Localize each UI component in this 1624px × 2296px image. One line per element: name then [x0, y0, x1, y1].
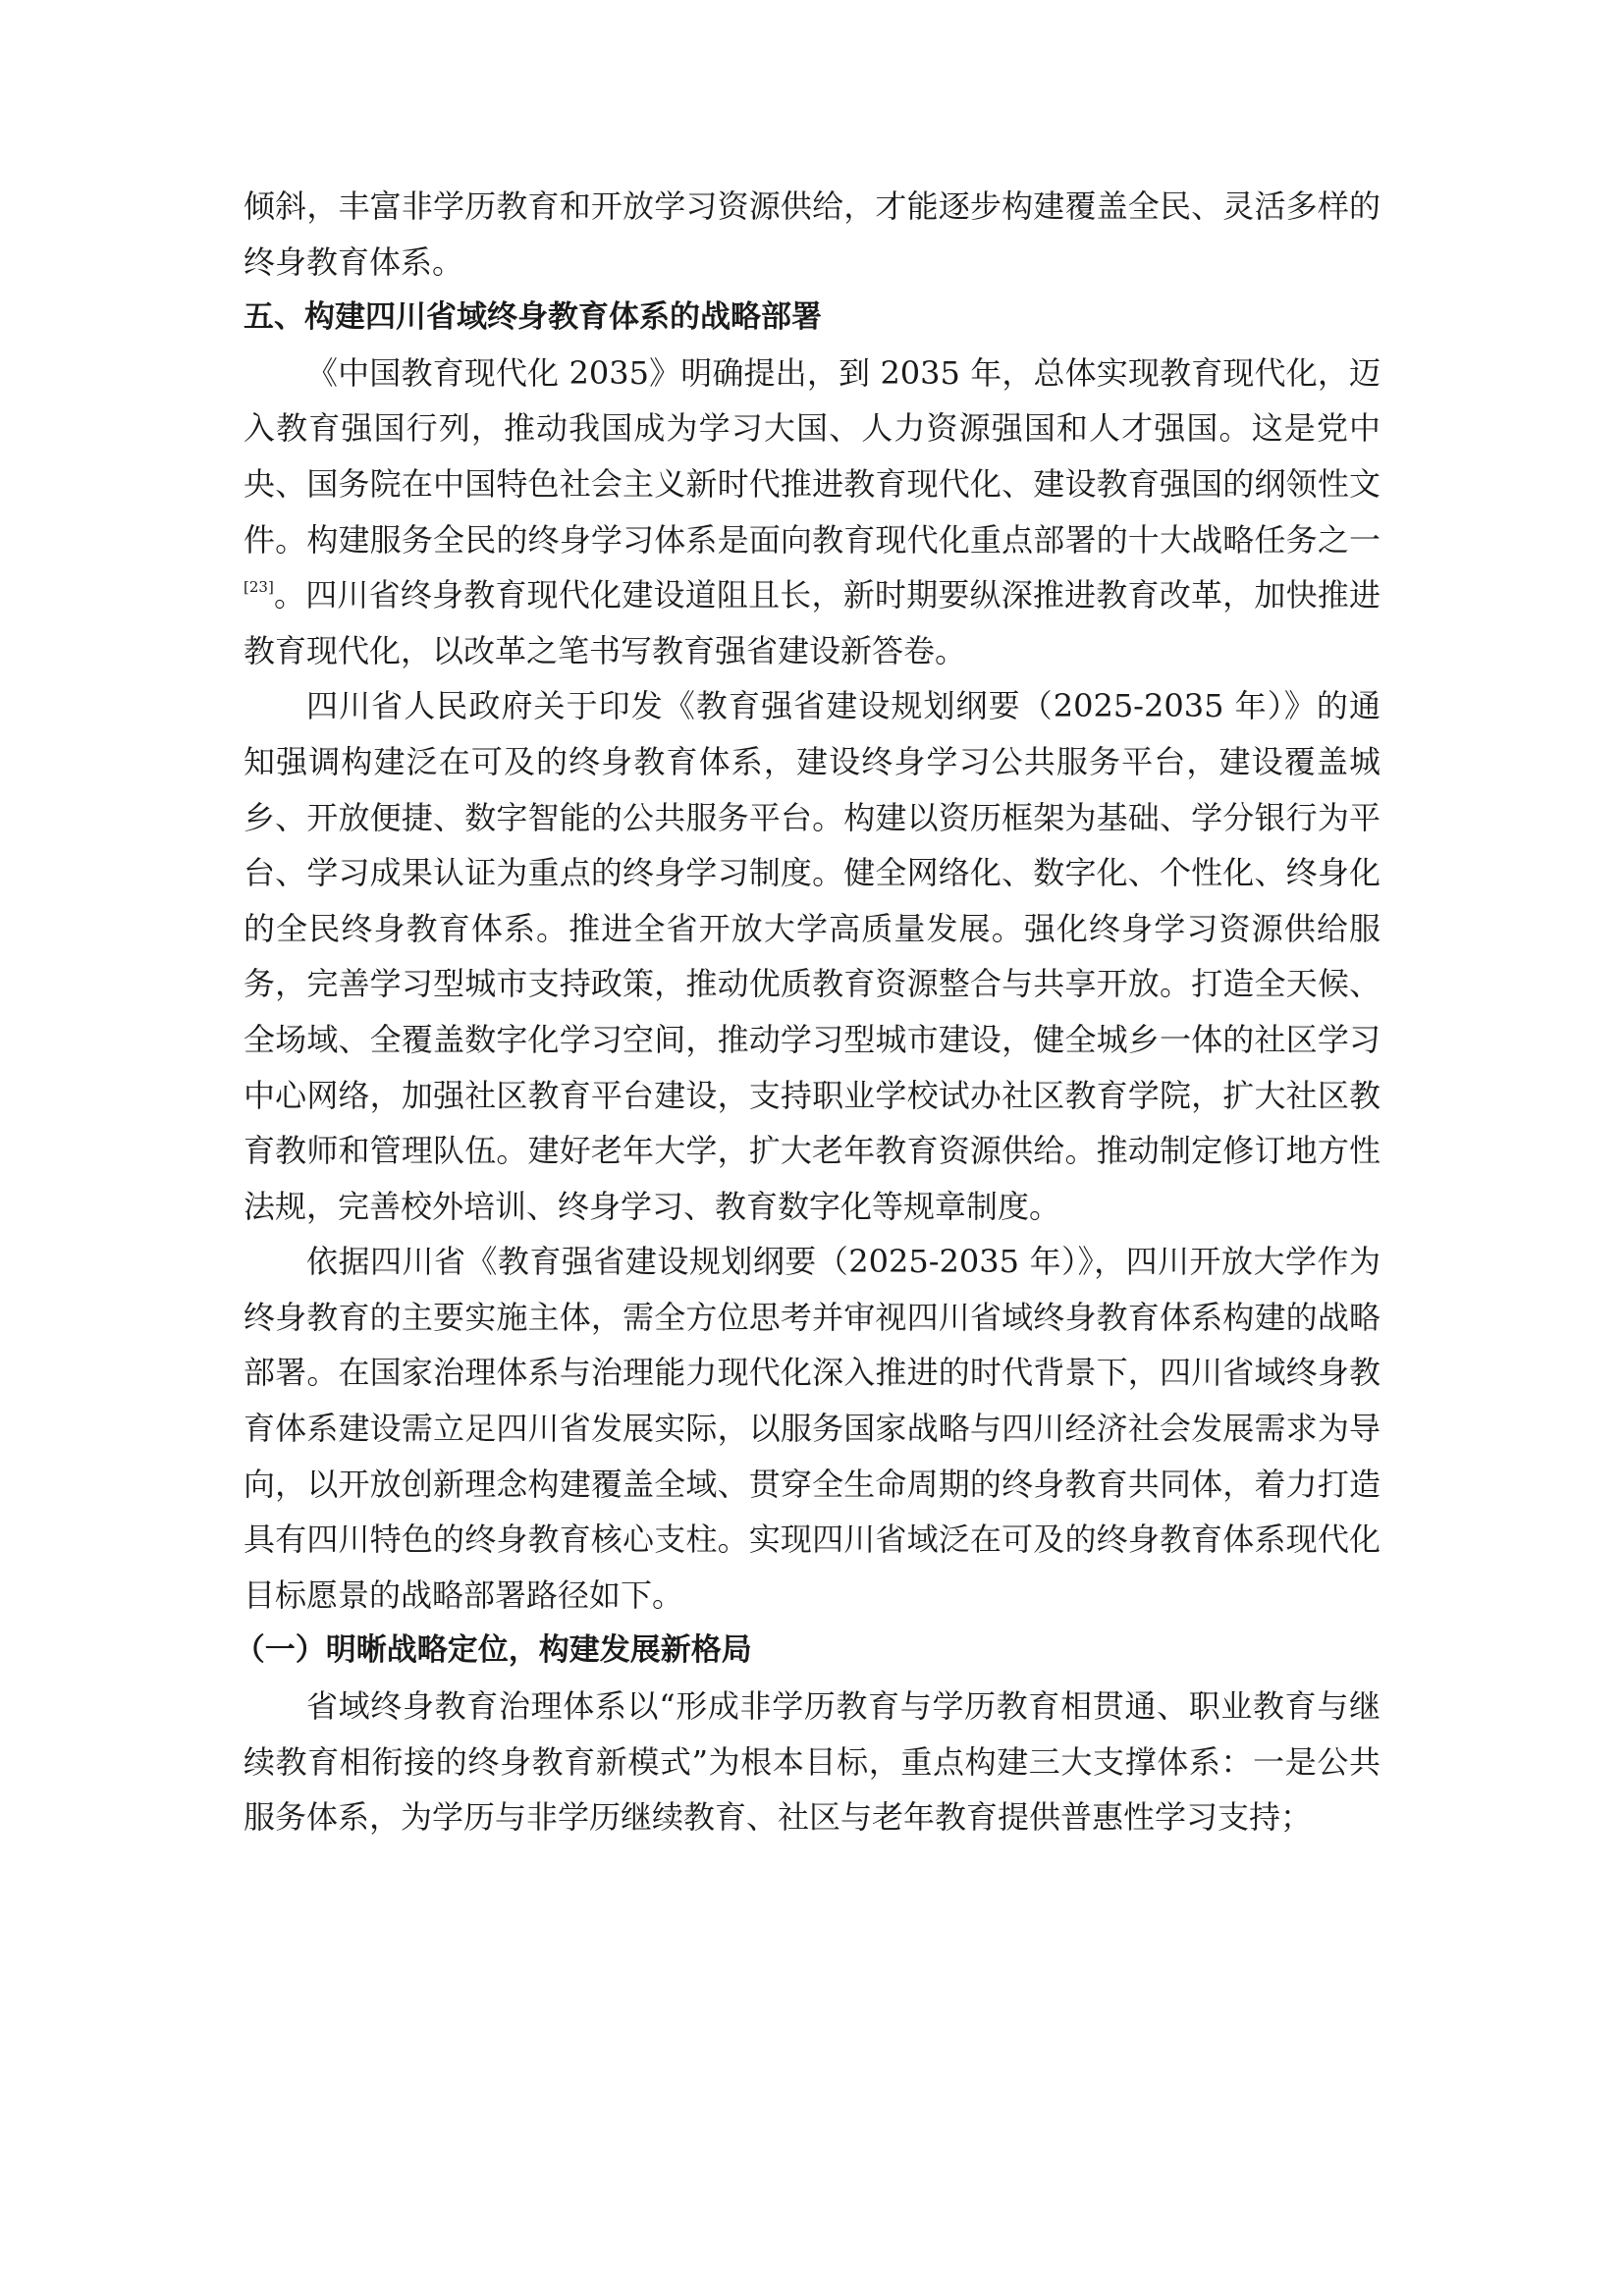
body-paragraph: 依据四川省《教育强省建设规划纲要（2025-2035 年）》，四川开放大学作为终身教育的主要实施主体，需全方位思考并审视四川省域终身教育体系构建的战略部署。在国家治理体系与治理能力现代化深入推进的时代背景下，四川省域终身教育体系建设需立足四川省发展实际，以服务国家战略与四川经济社会发展需求为导向，以开放创新理念构建覆盖全域、贯穿全生命周期的终身教育共同体，着力打造具有四川特色的终身教育核心支柱。实现四川省域泛在可及的终身教育体系现代化目标愿景的战略部署路径如下。: [244, 1243, 1380, 1614]
body-paragraph: 四川省人民政府关于印发《教育强省建设规划纲要（2025-2035 年）》的通知强调构建泛在可及的终身教育体系，建设终身学习公共服务平台，建设覆盖城乡、开放便捷、数字智能的公共服务平台。构建以资历框架为基础、学分银行为平台、学习成果认证为重点的终身学习制度。健全网络化、数字化、个性化、终身化的全民终身教育体系。推进全省开放大学高质量发展。强化终身学习资源供给服务，完善学习型城市支持政策，推动优质教育资源整合与共享开放。打造全天候、全场域、全覆盖数字化学习空间，推动学习型城市建设，健全城乡一体的社区学习中心网络，加强社区教育平台建设，支持职业学校试办社区教育学院，扩大社区教育教师和管理队伍。建好老年大学，扩大老年教育资源供给。推动制定修订地方性法规，完善校外培训、终身学习、教育数字化等规章制度。: [244, 687, 1380, 1225]
document-page: [234, 179, 1380, 1845]
paragraph-text: 。四川省终身教育现代化建设道阻且长，新时期要纵深推进教育改革，加快推进教育现代化，以改革之笔书写教育强省建设新答卷。: [244, 576, 1380, 669]
citation-marker: [23]: [244, 578, 274, 597]
section-heading: 五、构建四川省域终身教育体系的战略部署: [244, 299, 822, 336]
subsection-heading: （一）明晰战略定位，构建发展新格局: [234, 1632, 752, 1669]
body-paragraph: 省域终身教育治理体系以“形成非学历教育与学历教育相贯通、职业教育与继续教育相衔接的终身教育新模式”为根本目标，重点构建三大支撑体系：一是公共服务体系，为学历与非学历继续教育、社区与老年教育提供普惠性学习支持；: [244, 1687, 1380, 1837]
paragraph-text: 《中国教育现代化 2035》明确提出，到 2035 年，总体实现教育现代化，迈入教育强国行列，推动我国成为学习大国、人力资源强国和人才强国。这是党中央、国务院在中国特色社会主义新时代推进教育现代化、建设教育强国的纲领性文件。构建服务全民的终身学习体系是面向教育现代化重点部署的十大战略任务之一: [244, 353, 1380, 559]
intro-paragraph: 倾斜，丰富非学历教育和开放学习资源供给，才能逐步构建覆盖全民、灵活多样的终身教育体系。: [244, 187, 1380, 281]
body-paragraph: [244, 346, 1380, 679]
